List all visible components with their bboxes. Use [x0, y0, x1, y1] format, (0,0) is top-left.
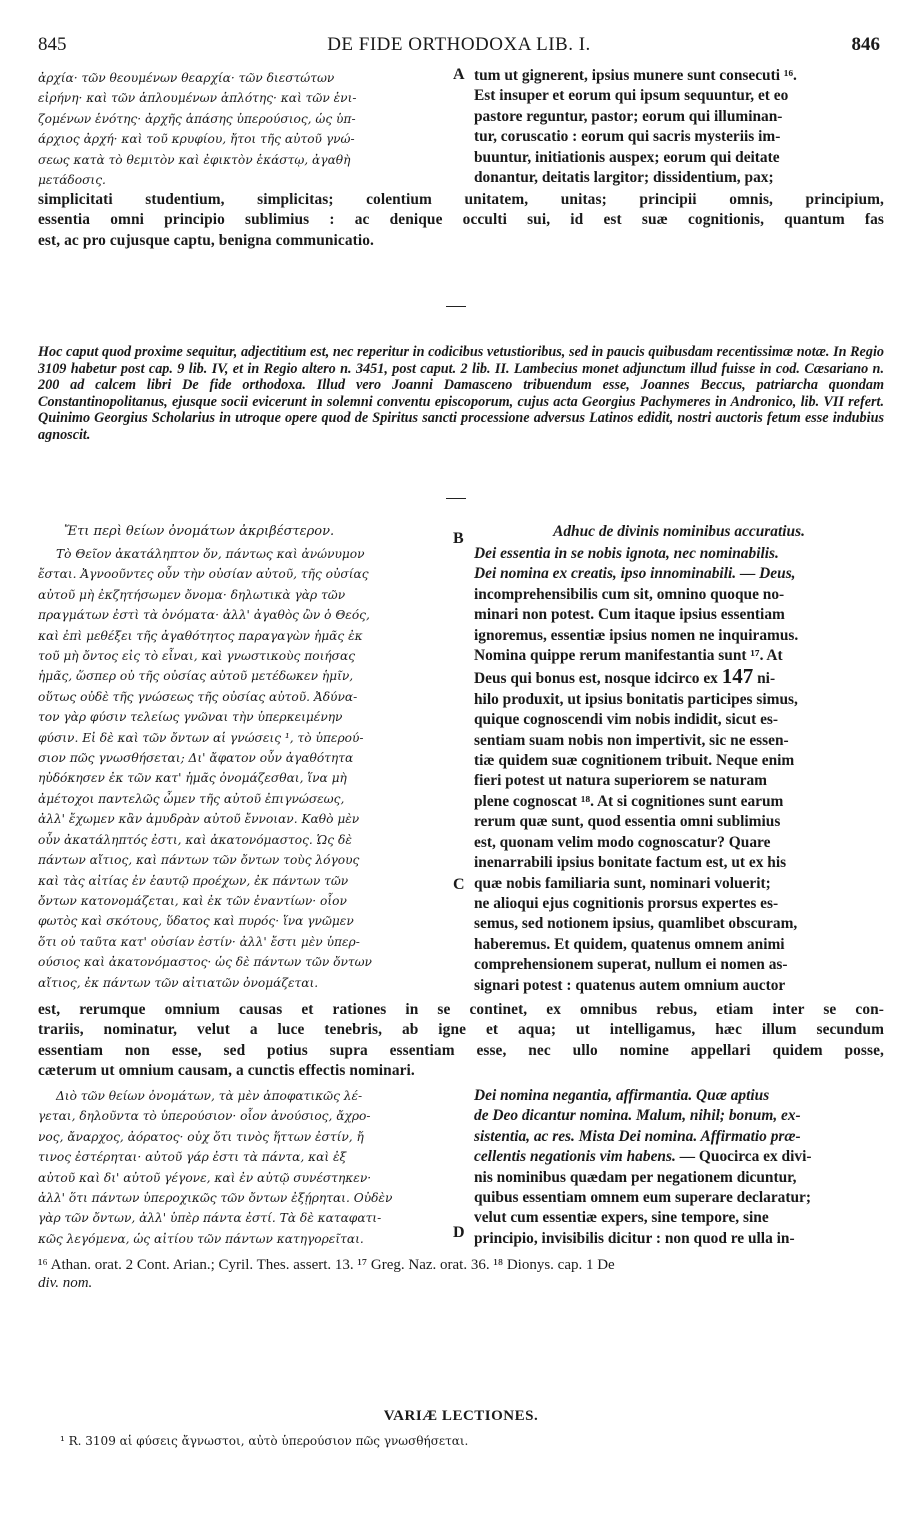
- latin-section-heading: Adhuc de divinis nominibus accuratius.: [553, 523, 805, 540]
- latin-line: de Deo dicantur nomina. Malum, nihil; bonum, ex-: [474, 1107, 801, 1125]
- greek-line: τοῦ μὴ ὄντος εἰς τὸ εἶναι, καὶ γνωστικοὺς ποιήσας: [38, 649, 356, 664]
- greek-line: καὶ ἐπὶ μεθέξει τῆς ἀγαθότητος παραγαγὼν ἡμᾶς ἐκ: [38, 628, 363, 643]
- latin-line: inenarrabili ipsius bonitate factum est, ut ex his: [474, 854, 787, 872]
- section2-latin-column: [474, 544, 884, 996]
- top-fullwidth-text: [38, 190, 884, 251]
- greek-section-heading: Ἔτι περὶ θείων ὀνομάτων ἀκριβέστερον.: [64, 524, 335, 539]
- fullwidth-line: est, rerumque omnium causas et rationes in se continet, ex omnibus rebus, etiam inter se con-: [38, 1001, 884, 1018]
- latin-line: tur, coruscatio : eorum qui sacris mysteriis im-: [474, 128, 781, 146]
- greek-line: ἀρχία· τῶν θεουμένων θεαρχία· τῶν διεστώτων: [38, 71, 335, 85]
- greek-line: τον γὰρ φύσιν τελείως γνῶναι τὴν ὑπερκειμένην: [38, 710, 343, 725]
- latin-line: minari non potest. Cum itaque ipsius essentiam: [474, 606, 785, 624]
- latin-line: hilo produxit, ut ipsius bonitatis participes simus,: [474, 690, 798, 708]
- greek-line: κῶς λεγόμενα, ὡς αἰτίου τῶν πάντων κατηγορεῖται.: [38, 1231, 364, 1246]
- latin-line: quique cognoscendi vim nobis indidit, sicut es-: [474, 711, 779, 729]
- greek-line: ούσιος καὶ ἀκατονόμαστος· ὡς δὲ πάντων τῶν ὄντων: [38, 955, 372, 970]
- separator-rule: [446, 498, 466, 499]
- latin-line: sistentia, ac res. Mista Dei nomina. Affirmatio præ-: [474, 1127, 801, 1145]
- latin-line: signari potest : quatenus autem omnium auctor: [474, 976, 786, 994]
- greek-line: άρχιος ἀρχή· καὶ τοῦ κρυφίου, ἤτοι τῆς αὐτοῦ γνώ-: [38, 132, 355, 147]
- greek-line: ζομένων ἑνότης· ἀρχῆς ἁπάσης ὑπερούσιος, ὡς ὑπ-: [38, 111, 356, 126]
- latin-line-tail: ni-: [757, 670, 776, 688]
- latin-line: donantur, deitatis largitor; dissidentium, pax;: [474, 169, 774, 187]
- top-greek-column: [38, 68, 450, 190]
- top-latin-column: [474, 66, 884, 188]
- running-head: [38, 34, 880, 60]
- greek-line: Τὸ Θεῖον ἀκατάληπτον ὄν, πάντως καὶ ἀνώνυμον: [56, 547, 365, 561]
- latin-line: [474, 1147, 884, 1167]
- latin-line: tum ut gignerent, ipsius munere sunt consecuti ¹⁶.: [474, 67, 797, 84]
- section3-greek-column: [38, 1086, 450, 1249]
- fullwidth-line: trariis, nominatur, velut a luce tenebris, ab igne et aqua; ut intelligamus, hæc illum secundum: [38, 1021, 884, 1039]
- page-number-left: 845: [38, 34, 67, 55]
- margin-marker-d: D: [453, 1224, 465, 1241]
- latin-line: principio, invisibilis dicitur : non quod re ulla in-: [474, 1229, 795, 1247]
- greek-line: ἀλλ' ὅτι πάντων ὑπεροχικῶς τῶν ὄντων ἐξῄρηται. Οὐδὲν: [38, 1191, 393, 1206]
- greek-line: ἔσται. Ἀγνοοῦντες οὖν τὴν οὐσίαν αὐτοῦ, τῆς οὐσίας: [38, 567, 369, 582]
- latin-line: rerum quæ sunt, quod essentia omni sublimius: [474, 813, 781, 831]
- fullwidth-line: essentia omni principio sublimius : ac denique occulti sui, id est suæ cognitionis, quantum fas: [38, 211, 884, 229]
- latin-line: quæ nobis familiaria sunt, nominari voluerit;: [474, 874, 771, 892]
- greek-line: Διὸ τῶν θείων ὀνομάτων, τὰ μὲν ἀποφατικῶς λέ-: [56, 1089, 363, 1103]
- variae-lectiones-heading: VARIÆ LECTIONES.: [383, 1408, 539, 1424]
- greek-line: νος, ἄναρχος, ἀόρατος· οὐχ ὅτι τινὸς ἥττων ἐστίν, ἤ: [38, 1129, 364, 1144]
- footnotes: [38, 1256, 884, 1292]
- latin-line: Dei essentia in se nobis ignota, nec nominabilis.: [474, 545, 779, 562]
- latin-line: Dei nomina negantia, affirmantia. Quæ aptius: [474, 1087, 770, 1104]
- page-number-right: 846: [851, 34, 880, 55]
- greek-line: ὅτι οὐ ταῦτα κατ' οὐσίαν ἐστίν· ἀλλ' ἔστι μὲν ὑπερ-: [38, 934, 360, 949]
- margin-marker-a: A: [453, 66, 465, 83]
- latin-line: tiæ quidem suæ cognitionem tribuit. Neque enim: [474, 752, 795, 770]
- latin-line: buuntur, initiationis auspex; eorum qui deitate: [474, 148, 780, 166]
- latin-line: haberemus. Et quidem, quatenus omnem animi: [474, 935, 785, 953]
- greek-line: σεως κατὰ τὸ θεμιτὸν καὶ ἐφικτὸν ἑκάστῳ, ἀγαθὴ: [38, 152, 351, 167]
- greek-line: ὄντων κατονομάζεται, καὶ ἐκ τῶν ἐναντίων· οἷον: [38, 893, 347, 908]
- greek-line: ἀλλ' ἔχωμεν κἂν ἀμυδρὰν αὐτοῦ ἔννοιαν. Καθὸ μὲν: [38, 812, 360, 827]
- greek-line: αἴτιος, ἐκ πάντων τῶν αἰτιατῶν ὀνομάζεται.: [38, 975, 319, 990]
- fullwidth-line: simplicitati studentium, simplicitas; colentium unitatem, unitas; principii omnis, principium,: [38, 191, 884, 208]
- latin-line: est, quonam velim modo cognoscatur? Quare: [474, 833, 771, 851]
- fullwidth-line: est, ac pro cujusque captu, benigna communicatio.: [38, 231, 374, 249]
- editorial-note: Hoc caput quod proxime sequitur, adjectitium est, nec reperitur in codicibus vetustioribus, sed in paucis quibusdam recentissimæ notæ. In Regio 3109 habetur post cap. 9 lib. IV, et in Regio altero n. 3451, post caput. 2 lib. II. Lambecius monet adjunctum illud fuisse in cod. Cæsariano n. 200 ad calcem libri De fide orthodoxa. Illud vero Joanni Damasceno tribuendum esse, Joannes Beccus, patriarcha quondam Constantinopolitanus, ejusque socii evicerunt in solemni conventu episcoporum, cujus acta Georgius Pachymeres in Andronico, lib. VII refert. Quinimo Georgius Scholarius in utroque opere quod de Spiritus sancti processione adversus Latinos edidit, nostri auctoris fetum esse indubius agnoscit.: [38, 344, 884, 443]
- latin-line: sentiam suam nobis non impertivit, sic ne essen-: [474, 731, 789, 749]
- variae-lectiones-line: ¹ R. 3109 αἱ φύσεις ἄγνωστοι, αὐτὸ ὑπερούσιον πῶς γνωσθήσεται.: [60, 1434, 469, 1448]
- latin-line: [474, 666, 884, 689]
- latin-line: ne alioqui ejus cognitionis prorsus expertes es-: [474, 894, 779, 912]
- margin-marker-c: C: [453, 876, 465, 893]
- greek-line: ἀμέτοχοι παντελῶς ὦμεν τῆς αὐτοῦ ἐπιγνώσεως,: [38, 791, 345, 806]
- section2-fullwidth-text: [38, 1000, 884, 1082]
- separator-rule: [446, 306, 466, 307]
- latin-line: Est insuper et eorum qui ipsum sequuntur, et eo: [474, 87, 789, 105]
- latin-line: ignoremus, essentiæ ipsius nomen ne inquiramus.: [474, 626, 799, 644]
- greek-line: σιον πῶς γνωσθήσεται; Δι' ἄφατον οὖν ἀγαθότητα: [38, 751, 354, 766]
- latin-line: pastore reguntur, pastor; eorum qui illuminan-: [474, 107, 783, 125]
- section3-latin-column: [474, 1086, 884, 1249]
- margin-page-number-147: 147: [721, 664, 754, 689]
- latin-line-italic: cellentis negationis vim habens.: [474, 1148, 676, 1166]
- latin-line-text: — Quocirca ex divi-: [679, 1148, 812, 1166]
- latin-line: nis nominibus quædam per negationem dicuntur,: [474, 1168, 797, 1186]
- section2-greek-column: [38, 544, 450, 993]
- latin-line: semus, sed notionem ipsius, quamlibet obscuram,: [474, 915, 798, 933]
- greek-line: τινος ἐστέρηται· αὐτοῦ γάρ ἐστι τὰ πάντα, καὶ ἐξ: [38, 1150, 347, 1165]
- greek-line: πάντων αἴτιος, καὶ πάντων τῶν ὄντων τοὺς λόγους: [38, 853, 360, 868]
- page-title: DE FIDE ORTHODOXA LIB. I.: [327, 34, 591, 55]
- greek-line: μετάδοσις.: [38, 173, 106, 188]
- greek-line: πραγμάτων ἐστὶ τὰ ὀνόματα· ἀλλ' ἀγαθὸς ὢν ὁ Θεός,: [38, 608, 370, 623]
- greek-line: γὰρ τῶν ὄντων, ἀλλ' ὑπὲρ πάντα ἐστί. Τὰ δὲ καταφατι-: [38, 1211, 382, 1226]
- greek-line: αὐτοῦ μὴ ἐκζητήσωμεν ὄνομα· δηλωτικὰ γὰρ τῶν: [38, 587, 346, 602]
- greek-line: εἰρήνη· καὶ τῶν ἁπλουμένων ἁπλότης· καὶ τῶν ἑνι-: [38, 91, 357, 106]
- greek-line: γεται, δηλοῦντα τὸ ὑπερούσιον· οἷον ἀνούσιος, ἄχρο-: [38, 1109, 371, 1124]
- latin-line-text: Deus qui bonus est, nosque idcirco ex: [474, 670, 718, 688]
- latin-line: fieri potest ut natura superiorem se naturam: [474, 772, 767, 790]
- greek-line: ηὐδόκησεν ἐκ τῶν κατ' ἡμᾶς ὀνομάζεσθαι, ἵνα μὴ: [38, 771, 347, 786]
- greek-line: ἡμᾶς, ὥσπερ οὐ τῆς οὐσίας αὐτοῦ μετέδωκεν ἡμῖν,: [38, 669, 354, 684]
- fullwidth-line: essentiam non esse, sed potius supra essentiam esse, nec ullo nomine appellari quidem posse,: [38, 1041, 884, 1059]
- margin-marker-b: B: [453, 530, 464, 547]
- fullwidth-line: cæterum ut omnium causam, a cunctis effectis nominari.: [38, 1062, 415, 1080]
- latin-line: Nomina quippe rerum manifestantia sunt ¹⁷. At: [474, 647, 783, 665]
- latin-line: Dei nomina ex creatis, ipso innominabili. — Deus,: [474, 565, 796, 583]
- greek-line: αὐτοῦ καὶ δι' αὐτοῦ γέγονε, καὶ ἐν αὐτῷ συνέστηκεν·: [38, 1170, 372, 1185]
- latin-line: quibus essentiam omnem eum superare declaratur;: [474, 1189, 812, 1207]
- footnote-line: ¹⁶ Athan. orat. 2 Cont. Arian.; Cyril. Thes. assert. 13. ¹⁷ Greg. Naz. orat. 36. ¹⁸ Dionys. cap. 1 De: [38, 1257, 615, 1273]
- greek-line: φύσιν. Εἰ δὲ καὶ τῶν ὄντων αἱ γνώσεις ¹, τὸ ὑπερού-: [38, 730, 364, 745]
- footnote-line: div. nom.: [38, 1275, 93, 1291]
- latin-line: velut cum essentiæ expers, sine tempore, sine: [474, 1209, 769, 1227]
- latin-line: plene cognoscat ¹⁸. At si cognitiones sunt earum: [474, 792, 784, 810]
- latin-line: comprehensionem superat, nullum ei nomen as-: [474, 956, 788, 974]
- greek-line: φωτὸς καὶ σκότους, ὕδατος καὶ πυρός· ἵνα γνῶμεν: [38, 914, 354, 929]
- latin-line: incomprehensibilis cum sit, omnino quoque no-: [474, 585, 785, 603]
- greek-line: καὶ τὰς αἰτίας ἐν ἑαυτῷ προέχων, ἐκ πάντων τῶν: [38, 873, 349, 888]
- greek-line: οὕτως οὐδὲ τῆς γνώσεως τῆς οὐσίας αὐτοῦ. Ἀδύνα-: [38, 689, 358, 704]
- greek-line: οὖν ἀκατάληπτός ἐστι, καὶ ἀκατονόμαστος. Ὡς δὲ: [38, 832, 352, 847]
